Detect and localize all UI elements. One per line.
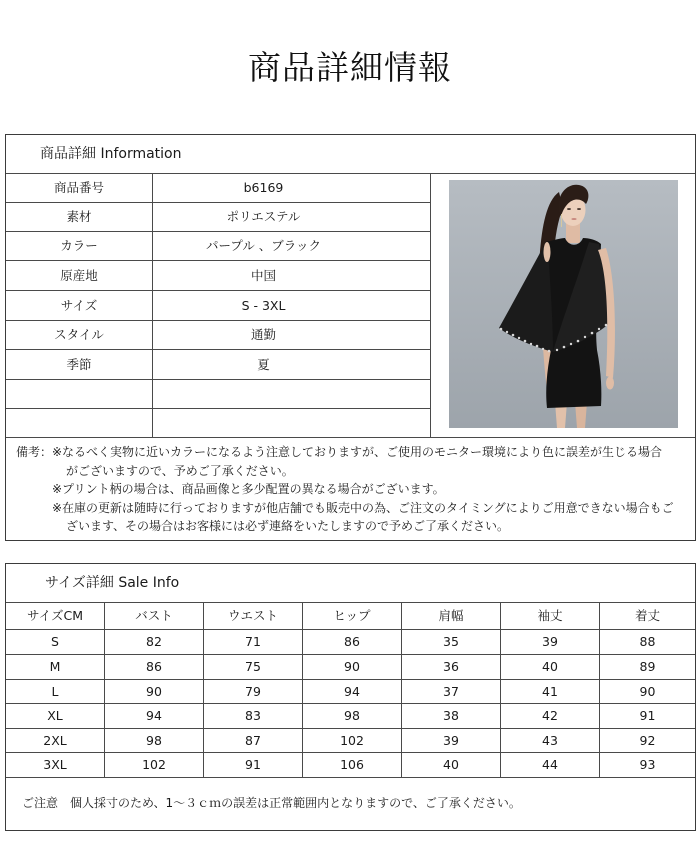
note-line: がございますので、予めご了承ください。 [66, 463, 294, 478]
size-cell: 86 [105, 655, 204, 679]
info-label: スタイル [6, 321, 153, 349]
info-value: S - 3XL [241, 298, 286, 313]
size-cell: 39 [402, 729, 501, 752]
info-value: ポリエステル [226, 209, 301, 224]
size-cell: 90 [303, 655, 402, 679]
info-row-empty [6, 409, 430, 438]
size-row [6, 680, 695, 704]
info-value-empty [153, 409, 430, 437]
size-cell: 82 [105, 630, 204, 654]
size-cell: 94 [105, 704, 204, 728]
size-cell: 36 [402, 655, 501, 679]
size-cell: 93 [639, 757, 656, 772]
size-cell: 71 [204, 630, 303, 654]
size-cell: 98 [303, 704, 402, 728]
notes-label: 備考： [16, 445, 53, 459]
size-cell: 89 [639, 659, 656, 674]
size-cell: 35 [402, 630, 501, 654]
size-header-row [6, 603, 695, 630]
caution-note: ご注意 個人採寸のため、1～３ｃｍの誤差は正常範囲内となりますので、ご了承ください。 [22, 796, 521, 810]
size-row [6, 729, 695, 753]
size-cell: 86 [303, 630, 402, 654]
size-header-cell: ヒップ [303, 603, 402, 629]
info-row-product-number [6, 174, 430, 203]
info-label-empty [6, 380, 153, 408]
size-header-cell: ウエスト [204, 603, 303, 629]
size-cell: 98 [105, 729, 204, 752]
size-cell: 92 [639, 733, 656, 748]
size-label-cell: XL [6, 704, 105, 728]
size-cell: 94 [303, 680, 402, 703]
size-label-cell: 2XL [6, 729, 105, 752]
product-info-table [6, 174, 431, 438]
info-row-style [6, 321, 430, 350]
size-cell: 91 [639, 708, 656, 723]
size-header-cell: 袖丈 [501, 603, 600, 629]
size-cell: 41 [501, 680, 600, 703]
size-cell: 90 [105, 680, 204, 703]
size-row [6, 655, 695, 680]
size-header-cell: バスト [105, 603, 204, 629]
info-label: 商品番号 [6, 174, 153, 202]
size-cell: 83 [204, 704, 303, 728]
info-value: b6169 [243, 180, 284, 195]
size-info-heading: サイズ詳細 Sale Info [6, 564, 695, 603]
info-label: サイズ [6, 291, 153, 320]
note-line: ※在庫の更新は随時に行っておりますが他店舗でも販売中の為、ご注文のタイミングによりご用意できない場合もご [52, 500, 674, 515]
info-label: 素材 [6, 203, 153, 231]
size-cell: 39 [501, 630, 600, 654]
info-label: 原産地 [6, 261, 153, 290]
model-hand-right [606, 377, 614, 390]
note-line: ※なるべく実物に近いカラーになるよう注意しておりますが、ご使用のモニター環境により色に誤差が生じる場合 [52, 445, 663, 459]
info-value: パープル 、ブラック [205, 238, 322, 253]
info-label-empty [6, 409, 153, 437]
notes-section [6, 438, 695, 540]
info-value: 夏 [257, 357, 270, 372]
size-cell: 43 [501, 729, 600, 752]
size-cell: 91 [204, 753, 303, 777]
size-header-cell: 肩幅 [402, 603, 501, 629]
size-label-cell: L [6, 680, 105, 703]
size-cell: 40 [501, 655, 600, 679]
size-label-cell: S [6, 630, 105, 654]
info-row-color [6, 232, 430, 261]
size-row [6, 704, 695, 729]
size-row [6, 630, 695, 655]
info-row-size [6, 291, 430, 321]
info-label: カラー [6, 232, 153, 260]
size-table [6, 603, 695, 778]
info-row-origin [6, 261, 430, 291]
product-image-cell [431, 174, 695, 438]
info-value: 中国 [250, 268, 276, 283]
info-row-material [6, 203, 430, 232]
size-cell: 38 [402, 704, 501, 728]
info-row-season [6, 350, 430, 380]
size-row [6, 753, 695, 778]
size-cell: 42 [501, 704, 600, 728]
info-value: 通勤 [250, 327, 276, 342]
product-photo [449, 180, 678, 428]
product-info-heading: 商品詳細 Information [6, 135, 695, 174]
size-header-cell: サイズCM [6, 603, 105, 629]
size-cell: 37 [402, 680, 501, 703]
size-cell: 40 [402, 753, 501, 777]
model-shoulder-left [544, 242, 551, 262]
size-label-cell: 3XL [6, 753, 105, 777]
size-cell: 75 [204, 655, 303, 679]
note-line: ※プリント柄の場合は、商品画像と多少配置の異なる場合がございます。 [52, 482, 445, 496]
size-cell: 102 [303, 729, 402, 752]
info-row-empty [6, 380, 430, 409]
page-title: 商品詳細情報 [248, 48, 452, 87]
size-cell: 88 [639, 634, 656, 649]
product-info-section [5, 134, 696, 541]
size-cell: 79 [204, 680, 303, 703]
size-cell: 44 [501, 753, 600, 777]
info-label: 季節 [6, 350, 153, 379]
size-header-cell: 着丈 [634, 608, 660, 623]
size-cell: 90 [639, 684, 656, 699]
size-cell: 87 [204, 729, 303, 752]
size-info-section [5, 563, 696, 831]
size-label-cell: M [6, 655, 105, 679]
info-value-empty [153, 380, 430, 408]
size-cell: 102 [105, 753, 204, 777]
size-cell: 106 [303, 753, 402, 777]
note-line: ざいます、その場合はお客様には必ず連絡をいたしますので予めご了承ください。 [66, 519, 510, 533]
